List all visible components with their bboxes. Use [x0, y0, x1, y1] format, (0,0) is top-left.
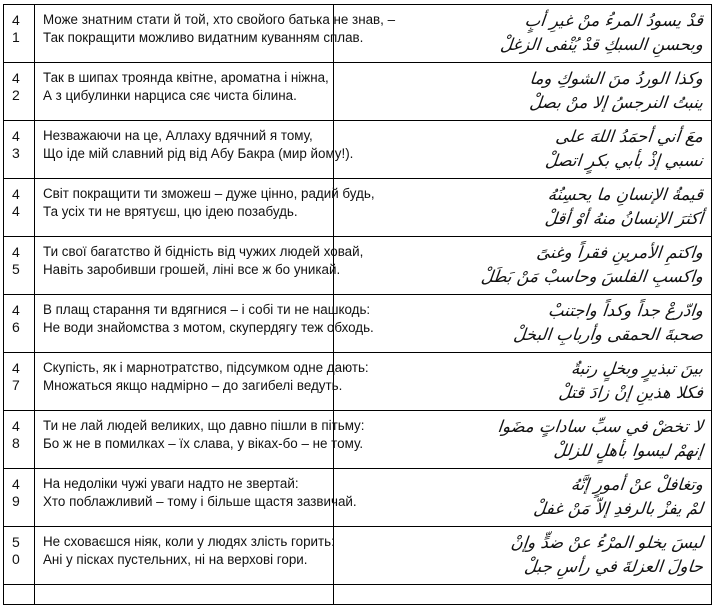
arabic-line: بينَ تبذيرٍ وبخلٍ رتبةٌ	[570, 359, 705, 378]
poem-table	[3, 4, 712, 605]
verse-number-digit: 4	[12, 476, 20, 492]
verse-number	[4, 353, 35, 411]
verse-row	[4, 121, 712, 179]
arabic-original	[334, 469, 712, 527]
arabic-line: واكتمِ الأمرينِ فقراً وغنىً	[535, 243, 705, 262]
arabic-line: قيمةُ الإنسانِ ما يحسِنُهُ	[546, 185, 705, 204]
translation-line: Ти свої багатство й бідність від чужих людей ховай,	[43, 244, 364, 259]
arabic-line: نسبي إذْ بأبي بكرٍ اتصلْ	[544, 151, 705, 170]
verse-number-digit: 5	[12, 261, 20, 277]
verse-row	[4, 411, 712, 469]
ukrainian-translation	[35, 295, 374, 353]
verse-row	[4, 527, 712, 585]
verse-row	[4, 469, 712, 527]
verse-number-digit: 4	[12, 128, 20, 144]
empty-cell	[35, 585, 334, 605]
translation-line: Ти не лай людей великих, що давно пішли в пітьму:	[43, 418, 365, 433]
ukrainian-translation	[35, 121, 354, 179]
translation-line: Так в шипах троянда квітне, ароматна і ніжна,	[43, 70, 329, 85]
arabic-line: لا تخضْ في سبِّ ساداتٍ مضَوا	[496, 417, 705, 436]
arabic-line: قدْ يسودُ المرءُ منْ غيرِ أبٍ	[523, 11, 705, 30]
verse-number-digit: 0	[12, 551, 20, 567]
verse-number-digit: 4	[12, 418, 20, 434]
arabic-line: حاولَ العزلةَ في رأسِ جبلْ	[523, 557, 705, 576]
verse-number	[4, 527, 35, 585]
translation-line: Множаться якщо надмірно – до загибелі ведуть.	[43, 378, 343, 393]
translation-line: Що іде мій славний рід від Абу Бакра (мир йому!).	[43, 146, 354, 161]
arabic-line: صحبةَ الحمقى وأربابِ البخلْ	[512, 325, 705, 344]
ukrainian-translation	[35, 237, 364, 295]
arabic-line: أكثرَ الإنسانُ منهُ أوْ أقلْ	[543, 209, 705, 228]
verse-number-digit: 3	[12, 145, 20, 161]
translation-line: Ані у пісках пустельних, ні на верхові гори.	[43, 552, 308, 567]
verse-row	[4, 353, 712, 411]
translation-line: Навіть заробивши грошей, ліні все ж бо уникай.	[43, 262, 341, 277]
arabic-line: ينبتُ النرجسُ إلا منْ بصلْ	[528, 93, 705, 112]
ukrainian-translation	[35, 5, 396, 63]
verse-row	[4, 237, 712, 295]
arabic-line: لمْ يفزْ بالرفدِ إلاّ مَنْ غفلْ	[532, 499, 705, 518]
poem-table-body	[4, 5, 712, 605]
arabic-line: وادّرعْ جداً وكداً واجتنبْ	[547, 301, 705, 320]
arabic-line: إنهمْ ليسوا بأهلٍ للزللْ	[552, 441, 705, 460]
verse-number	[4, 63, 35, 121]
arabic-line: معَ أني أحمَدُ اللهَ على	[554, 127, 705, 146]
arabic-original	[334, 121, 712, 179]
ukrainian-translation	[35, 353, 369, 411]
verse-number	[4, 469, 35, 527]
translation-line: В плащ старання ти вдягнися – і собі ти не нашкодь:	[43, 302, 371, 317]
verse-number-digit: 4	[12, 360, 20, 376]
translation-line: Може знатним стати й той, хто свойого батька не знав, –	[43, 12, 396, 27]
arabic-line: وكذا الوردُ منَ الشوكِ وما	[528, 69, 705, 88]
translation-line: Та усіх ти не врятуєш, цю ідею позабудь.	[43, 204, 298, 219]
verse-number-digit: 6	[12, 319, 20, 335]
arabic-line: واكسبِ الفلسَ وحاسبْ مَنْ بَطَلْ	[480, 267, 705, 286]
ukrainian-translation	[35, 179, 375, 237]
verse-row	[4, 295, 712, 353]
translation-line: На недоліки чужі уваги надто не звертай:	[43, 476, 299, 491]
translation-line: Бо ж не в помилках – їх слава, у віках-бо – не тому.	[43, 436, 364, 451]
verse-number-digit: 2	[12, 87, 20, 103]
arabic-original	[334, 295, 712, 353]
verse-number	[4, 411, 35, 469]
ukrainian-translation	[35, 63, 334, 121]
arabic-original	[334, 353, 712, 411]
verse-row	[4, 5, 712, 63]
verse-number-digit: 7	[12, 377, 20, 393]
arabic-line: وتغافلْ عنْ أمورٍ إنَّهُ	[570, 475, 705, 494]
arabic-line: ليسَ يخلو المرْءُ عنْ ضدٍّ وإنْ	[509, 533, 705, 552]
verse-number-digit: 4	[12, 203, 20, 219]
arabic-original	[334, 411, 712, 469]
arabic-line: فكلا هذينِ إنْ زادَ قتلْ	[557, 383, 705, 402]
verse-number-digit: 9	[12, 493, 20, 509]
arabic-original	[334, 527, 712, 585]
verse-row	[4, 63, 712, 121]
verse-number-digit: 4	[12, 186, 20, 202]
verse-number-digit: 4	[12, 12, 20, 28]
translation-line: Незважаючи на це, Аллаху вдячний я тому,	[43, 128, 313, 143]
empty-cell	[4, 585, 35, 605]
translation-line: А з цибулинки нарциса сяє чиста білина.	[43, 88, 297, 103]
translation-line: Хто поблажливий – тому і більше щастя зазвичай.	[43, 494, 357, 509]
verse-number	[4, 295, 35, 353]
verse-number	[4, 121, 35, 179]
verse-number-digit: 5	[12, 534, 20, 550]
arabic-line: وبحسنِ السبكِ قدْ يُنْفى الزغلْ	[499, 35, 705, 54]
translation-line: Не сховаєшся ніяк, коли у людях злість горить:	[43, 534, 335, 549]
verse-number-digit: 4	[12, 70, 20, 86]
verse-number-digit: 1	[12, 29, 20, 45]
verse-number	[4, 237, 35, 295]
verse-number	[4, 5, 35, 63]
verse-number-digit: 4	[12, 302, 20, 318]
verse-number-digit: 8	[12, 435, 20, 451]
translation-line: Не води знайомства з мотом, скупердягу теж обходь.	[43, 320, 374, 335]
translation-line: Світ покращити ти зможеш – дуже цінно, радий будь,	[43, 186, 375, 201]
ukrainian-translation	[35, 527, 334, 585]
partial-row	[4, 585, 712, 605]
verse-number-digit: 4	[12, 244, 20, 260]
verse-row	[4, 179, 712, 237]
translation-line: Скупість, як і марнотратство, підсумком одне дають:	[43, 360, 369, 375]
arabic-original	[334, 5, 712, 63]
arabic-original	[334, 63, 712, 121]
verse-number	[4, 179, 35, 237]
ukrainian-translation	[35, 411, 365, 469]
arabic-original	[334, 179, 712, 237]
arabic-original	[334, 237, 712, 295]
translation-line: Так покращити можливо видатним куванням сплав.	[43, 30, 364, 45]
empty-cell	[334, 585, 712, 605]
ukrainian-translation	[35, 469, 357, 527]
